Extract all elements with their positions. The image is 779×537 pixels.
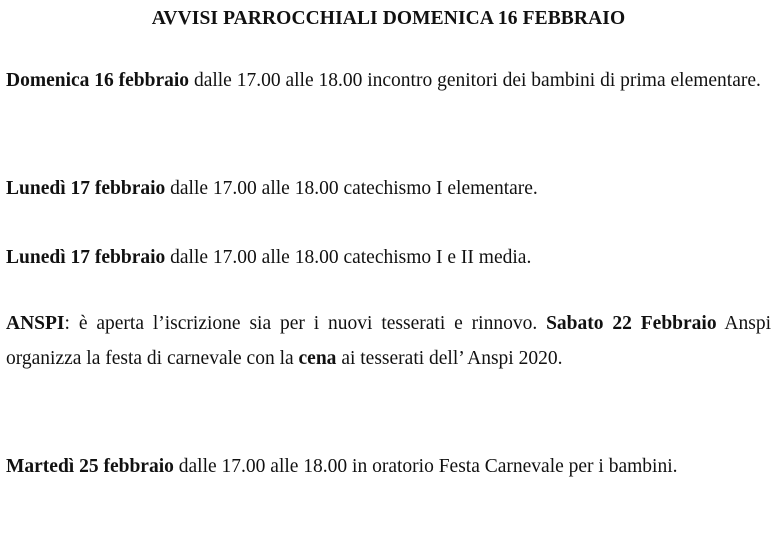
notice-item: [6, 171, 771, 206]
notice-text: : è aperta l’iscrizione sia per i nuovi tesserati e rinnovo.: [64, 313, 547, 334]
notice-date: Domenica 16 febbraio: [6, 70, 190, 91]
notice-date: Sabato 22 Febbraio: [546, 313, 717, 334]
notice-text: Anspi organizza la festa di carnevale con la: [6, 313, 772, 369]
page-title: AVVISI PARROCCHIALI DOMENICA 16 FEBBRAIO: [151, 8, 626, 29]
notice-item-anspi: [6, 306, 771, 376]
notice-text: dalle 17.00 alle 18.00 in oratorio Festa Carnevale per i bambini.: [173, 456, 678, 477]
notice-text: dalle 17.00 alle 18.00 catechismo I e II media.: [165, 247, 532, 268]
notice-text: dalle 17.00 alle 18.00 catechismo I elementare.: [165, 178, 538, 199]
notice-text: ai tesserati dell’ Anspi 2020.: [336, 348, 563, 369]
notice-sheet: [6, 0, 771, 537]
notice-org: ANSPI: [6, 313, 65, 334]
header: [6, 0, 771, 32]
notice-highlight: cena: [298, 348, 337, 369]
notice-text: dalle 17.00 alle 18.00 incontro genitori dei bambini di prima elementare.: [189, 70, 761, 91]
notice-item: [6, 240, 771, 275]
notice-date: Lunedì 17 febbraio: [6, 247, 166, 268]
notice-item: [6, 449, 771, 484]
notice-date: Martedì 25 febbraio: [6, 456, 174, 477]
notice-date: Lunedì 17 febbraio: [6, 178, 166, 199]
notice-item: [6, 63, 771, 98]
